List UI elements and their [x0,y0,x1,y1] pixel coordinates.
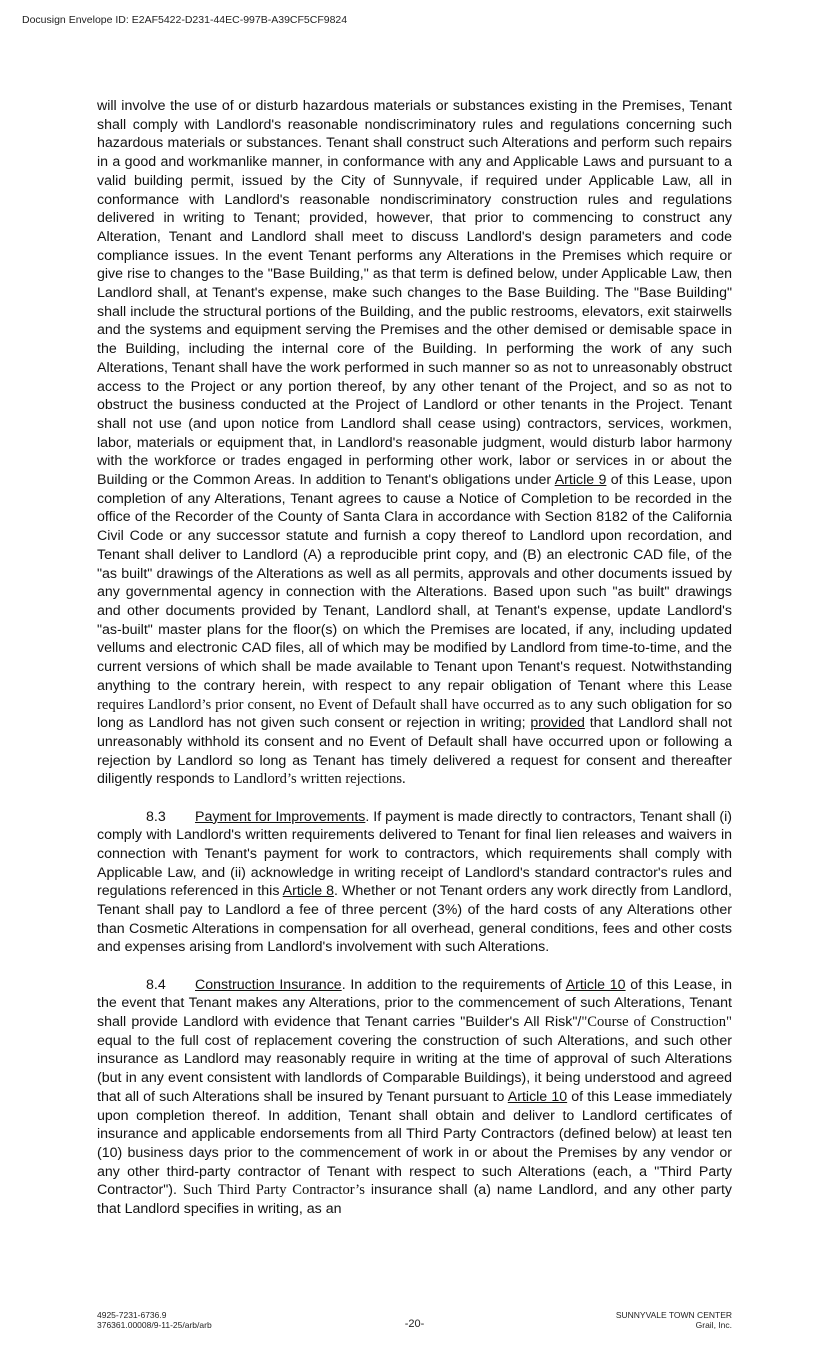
text-run: . If payment is made directly to contractors, Tenant shall (i) comply with Landlord's written requirements delivered to Tenant for final lien releases and waivers in connection with Tenant's payment for work to contractors, which requirements shall comply with Applicable Law, and (ii) acknowledge in writing receipt of Landlord's standard contractor's rules and regulations referenced in this [97,808,732,900]
footer-tenant-name: Grail, Inc. [695,1320,732,1330]
section-number: 8.3 [146,808,166,825]
article-9-reference: Article 9 [554,472,607,489]
section-8-3 [97,808,732,958]
article-10-reference: Article 10 [565,976,626,993]
section-heading: Payment for Improvements [195,808,366,825]
page-number: -20- [404,1318,425,1330]
text-run: . In addition to the requirements of [341,976,566,993]
article-8-reference: Article 8 [282,883,335,900]
footer-project [616,1310,732,1330]
paragraph-continuation [97,97,732,789]
text-run: of this Lease immediately upon completion thereof. In addition, Tenant shall obtain and deliver to Landlord certificates of insurance and applicable endorsements from all Third Party Contractors (defined below) at least ten (10) business days prior to the commencement of work in or about the Premises by any vendor or any other third-party contractor of Tenant with respect to such Alterations (each, a "Third Party Contractor"). [97,1088,732,1199]
footer-project-name: SUNNYVALE TOWN CENTER [615,1310,732,1320]
text-run: insurance shall (a) name Landlord, and any other party that Landlord specifies in writing, as an [97,1182,732,1218]
footer-doc-number: 4925-7231-6736.9 [97,1310,167,1320]
text-run: . Whether or not Tenant orders any work directly from Landlord, Tenant shall pay to Landlord a fee of three percent (3%) of the hard costs of any Alterations other than Cosmetic Alterations in compensation for all overhead, general conditions, fees and other costs and expenses arising from Landlord's involvement with such Alterations. [97,883,733,956]
section-8-4 [97,976,732,1219]
footer-matter-number: 376361.00008/9-11-25/arb/arb [97,1320,212,1330]
text-run-serif: Such Third Party Contractor’s [182,1182,365,1199]
lease-body [97,97,732,1237]
text-run-serif: to Landlord’s written rejections. [218,771,406,788]
text-run: any such obligation for so long as Landlord has not given such consent or rejection in writing; [97,696,732,732]
section-heading: Construction Insurance [195,976,342,993]
text-run-serif: where this Lease requires Landlord’s prior consent, no Event of Default shall have occurred as to [97,677,733,713]
text-run: equal to the full cost of replacement covering the construction of such Alterations, and such other insurance as Landlord may reasonably require in writing at the time of approval of such Alterations (but in any event consistent with landlords of Comparable Buildings), it being understood and agreed that all of such Alterations shall be insured by Tenant pursuant to [97,1032,732,1105]
envelope-id: Docusign Envelope ID: E2AF5422-D231-44EC-997B-A39CF5CF9824 [22,14,348,26]
text-run: of this Lease, in the event that Tenant makes any Alterations, prior to the commencement of such Alterations, Tenant shall provide Landlord with evidence that Tenant carries "Builder's All Risk"/ [97,976,732,1031]
article-10-reference: Article 10 [507,1088,568,1105]
text-run: of this Lease, upon completion of any Alterations, Tenant agrees to cause a Notice of Completion to be recorded in the office of the Recorder of the County of Santa Clara in accordance with Section 8182 of the California Civil Code or any successor statute and furnish a copy thereof to Landlord upon recordation, and Tenant shall deliver to Landlord (A) a reproducible print copy, and (B) an electronic CAD file, of the "as built" drawings of the Alterations as well as all permits, approvals and other documents issued by any governmental agency in connection with the Alterations. Based upon such "as built" drawings and other documents provided by Tenant, Landlord shall, at Tenant's expense, update Landlord's "as-built" master plans for the floor(s) on which the Premises are located, if any, including updated vellums and electronic CAD files, all of which may be modified by Landlord from time-to-time, and the current versions of which shall be made available to Tenant upon Tenant's request. Notwithstanding anything to the contrary herein, with respect to any repair obligation of Tenant [97,472,733,694]
text-run-serif: "Course of Construction" [581,1014,732,1031]
text-run: that Landlord shall not unreasonably withhold its consent and no Event of Default shall have occurred upon or following a rejection by Landlord so long as Tenant has timely delivered a request for consent and thereafter diligently responds [97,715,732,788]
text-run: will involve the use of or disturb hazardous materials or substances existing in the Premises, Tenant shall comply with Landlord's reasonable nondiscriminatory rules and regulations concerning such hazardous materials or substances. Tenant shall construct such Alterations and perform such repairs in a good and workmanlike manner, in conformance with any and Applicable Laws and pursuant to a valid building permit, issued by the City of Sunnyvale, if required under Applicable Law, all in conformance with Landlord's reasonable nondiscriminatory construction rules and regulations delivered in writing to Tenant; provided, however, that prior to commencing to construct any Alteration, Tenant and Landlord shall meet to discuss Landlord's design parameters and code compliance issues. In the event Tenant performs any Alterations in the Premises which require or give rise to changes to the "Base Building," as that term is defined below, under Applicable Law, then Landlord shall, at Tenant's expense, make such changes to the Base Building. The "Base Building" shall include the structural portions of the Building, and the public restrooms, elevators, exit stairwells and the systems and equipment serving the Premises and the other demised or demisable space in the Building, including the internal core of the Building. In performing the work of any such Alterations, Tenant shall have the work performed in such manner so as not to unreasonably obstruct access to the Project or any portion thereof, by any other tenant of the Project, and so as not to obstruct the business conducted at the Project of Landlord or other tenants in the Project. Tenant shall not use (and upon notice from Landlord shall cease using) contractors, services, workmen, labor, materials or equipment that, in Landlord's reasonable judgment, would disturb labor harmony with the workforce or trades engaged in performing other work, labor or services in or about the Building or the Common Areas. In addition to Tenant's obligations under [97,98,732,489]
section-number: 8.4 [146,976,166,993]
provided-term: provided [530,715,585,732]
